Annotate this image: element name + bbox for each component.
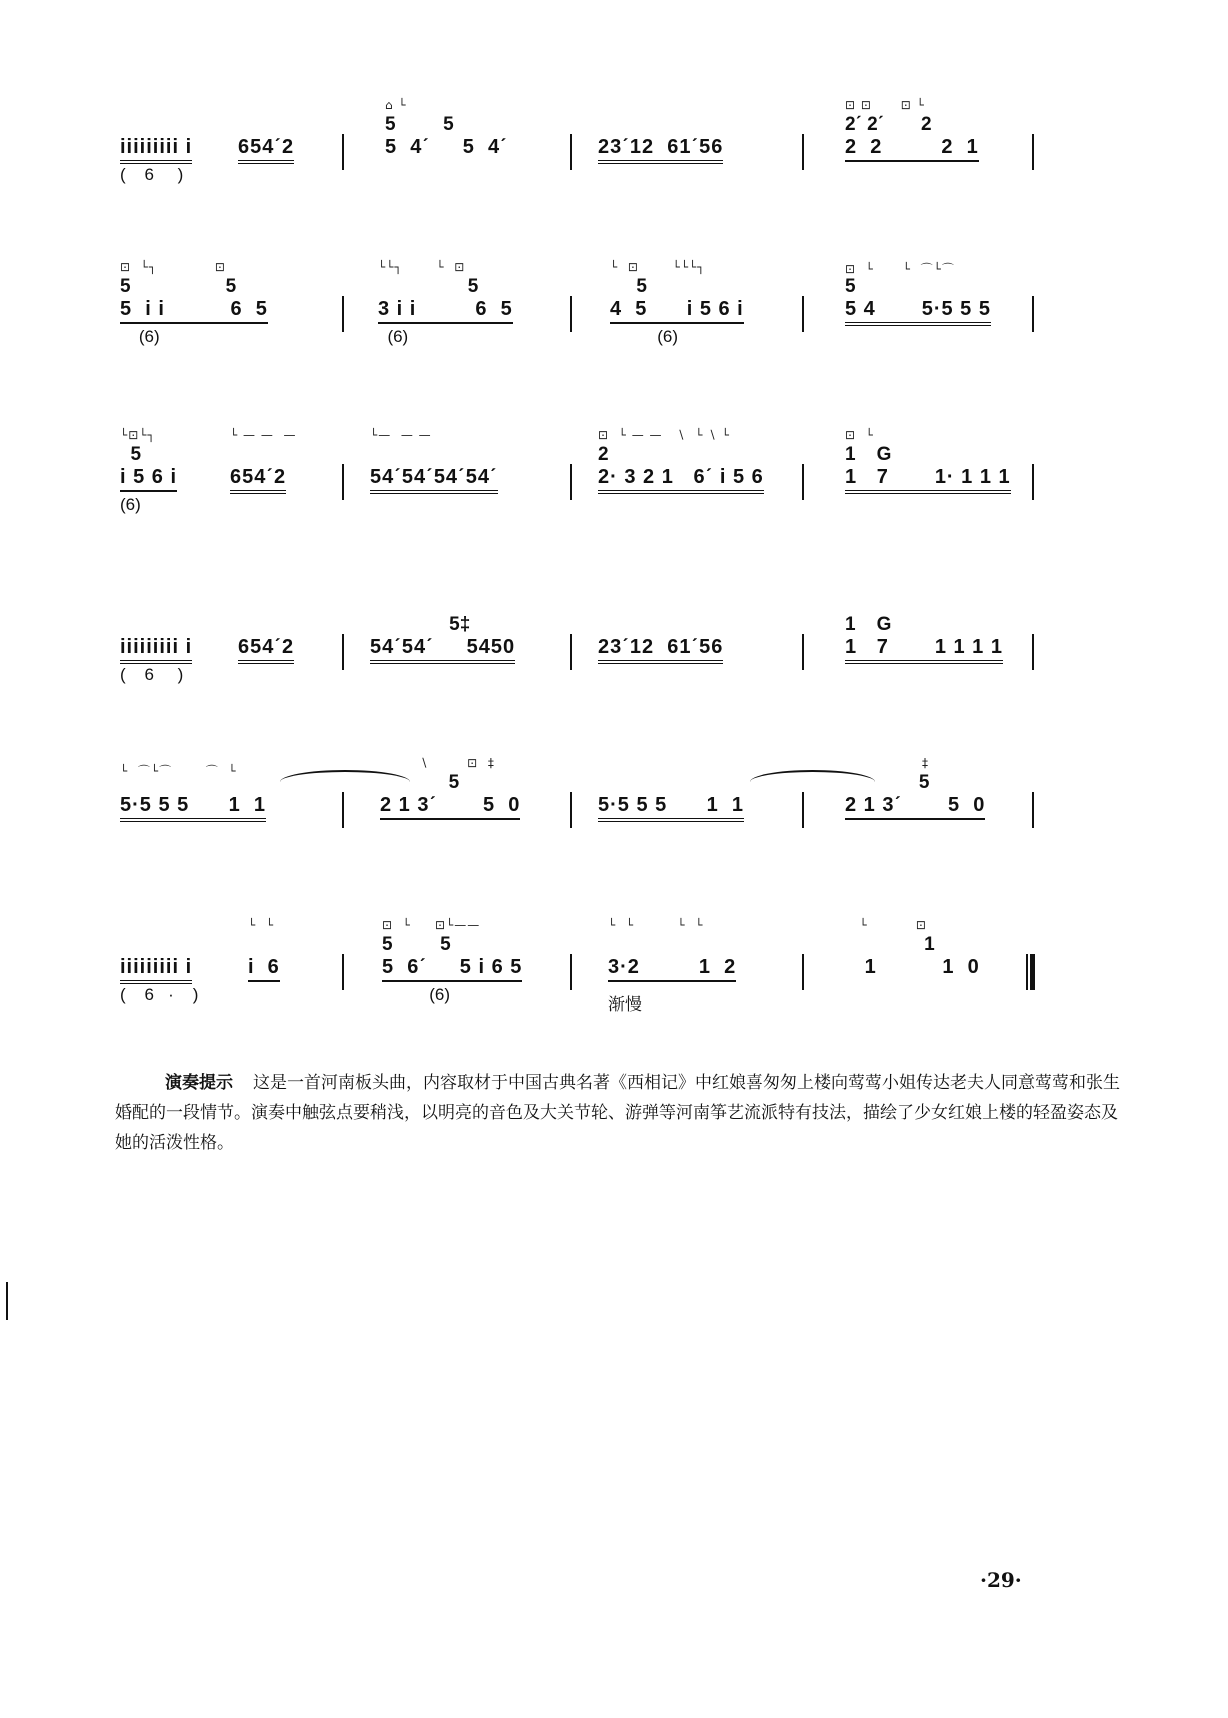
main-notes: 654ˊ2 — [238, 636, 294, 664]
bar-line — [1032, 296, 1034, 332]
main-notes: iiiiiiiii i — [120, 956, 192, 984]
lower-notes: ( 6 ) — [120, 665, 184, 684]
bar-line — [570, 464, 572, 500]
notes-body: 这是一首河南板头曲，内容取材于中国古典名著《西相记》中红娘喜匆匆上楼向莺莺小姐传达老夫人同意莺莺和张生婚配的一段情节。演奏中触弦点要稍浅，以明亮的音色及大关节轮、游弹等河南筝艺流派特有技法，描绘了少女红娘上楼的轻盈姿态及她的活泼性格。 — [115, 1073, 1120, 1153]
main-notes: 2· 3 2 1 6ˊ i 5 6 — [598, 466, 764, 494]
bar-line — [570, 954, 572, 990]
upper-notes: 5 5 — [120, 276, 237, 297]
technique-marks: └ └ └ └ — [608, 918, 704, 932]
lower-notes: ( 6 ) — [120, 165, 184, 184]
main-notes: 5·5 5 5 1 1 — [120, 794, 266, 822]
main-notes: 3 i i 6 5 — [378, 298, 513, 324]
upper-notes: 5 5 — [382, 934, 451, 955]
technique-marks: ⌂ └ — [385, 98, 407, 112]
bar-line — [802, 296, 804, 332]
bar-line — [802, 634, 804, 670]
upper-notes: 1 G — [845, 614, 892, 635]
main-notes: 2 2 2 1 — [845, 136, 979, 162]
bar-line — [802, 464, 804, 500]
upper-notes: 5 — [120, 444, 142, 465]
bar-line — [1032, 464, 1034, 500]
upper-notes: 5‡ — [370, 614, 471, 635]
technique-marks: ⊡ └ └ ⌒└⌒ — [845, 262, 955, 276]
upper-notes: 5 — [378, 276, 479, 297]
main-notes: i 6 — [248, 956, 280, 982]
main-notes: 654ˊ2 — [230, 466, 286, 494]
lower-notes: (6) — [610, 327, 679, 346]
main-notes: 5 4 5·5 5 5 — [845, 298, 991, 326]
main-notes: iiiiiiiii i — [120, 636, 192, 664]
bar-line — [802, 954, 804, 990]
technique-marks: └ ⊡ — [845, 918, 927, 932]
bar-line — [1032, 634, 1034, 670]
main-notes: i 5 6 i — [120, 466, 177, 492]
upper-notes: 5 — [845, 772, 930, 793]
main-notes: 654ˊ2 — [238, 136, 294, 164]
bar-line — [342, 464, 344, 500]
main-notes: 3·2 1 2 — [608, 956, 736, 982]
main-notes: 5 4ˊ 5 4ˊ — [385, 136, 508, 158]
main-notes: 1 1 0 — [845, 956, 980, 978]
main-notes: 1 7 1· 1 1 1 — [845, 466, 1011, 494]
upper-notes: 1 — [845, 934, 935, 955]
technique-marks: ⊡ └ — — ∖ └ ∖ └ — [598, 428, 730, 442]
technique-marks: └ ⌒└⌒ ⌒ └ — [120, 764, 237, 778]
bar-line — [342, 792, 344, 828]
main-notes: 4 5 i 5 6 i — [610, 298, 744, 324]
main-notes: 23ˊ12 61ˊ56 — [598, 136, 723, 164]
technique-marks: └└┐ └ ⊡ — [378, 260, 466, 274]
score-row-4 — [120, 590, 1140, 710]
main-notes: 54ˊ54ˊ54ˊ54ˊ — [370, 466, 498, 494]
bar-line — [342, 134, 344, 170]
upper-notes: 5 5 — [385, 114, 454, 135]
technique-marks: ⊡ └ ⊡└—— — [382, 918, 481, 932]
bar-line — [570, 634, 572, 670]
score-row-6 — [120, 910, 1140, 1030]
scan-edge-mark — [6, 1282, 8, 1320]
main-notes: 1 7 1 1 1 1 — [845, 636, 1003, 664]
upper-notes: 2ˊ 2ˊ 2 — [845, 114, 932, 135]
technique-marks: └ ⊡ └└└┐ — [610, 260, 706, 274]
lower-notes: (6) — [120, 495, 141, 514]
technique-marks: └⊡└┐ — [120, 428, 156, 442]
bar-line — [342, 634, 344, 670]
bar-line — [1032, 134, 1034, 170]
bar-line — [342, 296, 344, 332]
technique-marks: └— — — — [370, 428, 432, 442]
upper-notes: 5 — [610, 276, 647, 297]
bar-line — [570, 792, 572, 828]
main-notes: 2 1 3ˊ 5 0 — [845, 794, 985, 820]
bar-line — [802, 134, 804, 170]
main-notes: 5 6ˊ 5 i 6 5 — [382, 956, 522, 982]
upper-notes: 2 — [598, 444, 609, 465]
lower-notes: (6) — [378, 327, 409, 346]
main-notes: 54ˊ54ˊ 5450 — [370, 636, 515, 664]
bar-line — [802, 792, 804, 828]
tempo-marking: 渐慢 — [608, 995, 642, 1015]
score-row-3 — [120, 420, 1140, 540]
bar-line — [570, 296, 572, 332]
bar-line — [342, 954, 344, 990]
score-row-2 — [120, 252, 1140, 372]
technique-marks: ⊡ ⊡ ⊡ └ — [845, 98, 925, 112]
main-notes: 5 i i 6 5 — [120, 298, 268, 324]
lower-notes: (6) — [120, 327, 160, 346]
technique-marks: ⊡ └┐ ⊡ — [120, 260, 226, 274]
bar-line — [570, 134, 572, 170]
technique-marks: └ — — — — [230, 428, 297, 442]
lower-notes: ( 6 · ) — [120, 985, 199, 1004]
main-notes: 5·5 5 5 1 1 — [598, 794, 744, 822]
technique-marks: ∖ ⊡ ‡ — [420, 756, 495, 770]
page-number: ·29· — [980, 1568, 1022, 1592]
technique-marks: └ └ — [248, 918, 275, 932]
lower-notes: (6) — [382, 985, 451, 1004]
main-notes: iiiiiiiii i — [120, 136, 192, 164]
upper-notes: 5 — [380, 772, 460, 793]
notes-heading: 演奏提示 — [165, 1073, 233, 1093]
technique-marks: ⊡ └ — [845, 428, 874, 442]
bar-line — [1032, 792, 1034, 828]
score-row-5 — [120, 748, 1140, 868]
final-barline — [1026, 954, 1035, 990]
upper-notes: 1 G — [845, 444, 892, 465]
main-notes: 2 1 3ˊ 5 0 — [380, 794, 520, 820]
upper-notes: 5 — [845, 276, 856, 297]
main-notes: 23ˊ12 61ˊ56 — [598, 636, 723, 664]
performance-notes — [115, 1068, 1125, 1158]
technique-marks: ‡ — [845, 756, 930, 770]
score-row-1 — [120, 90, 1140, 210]
